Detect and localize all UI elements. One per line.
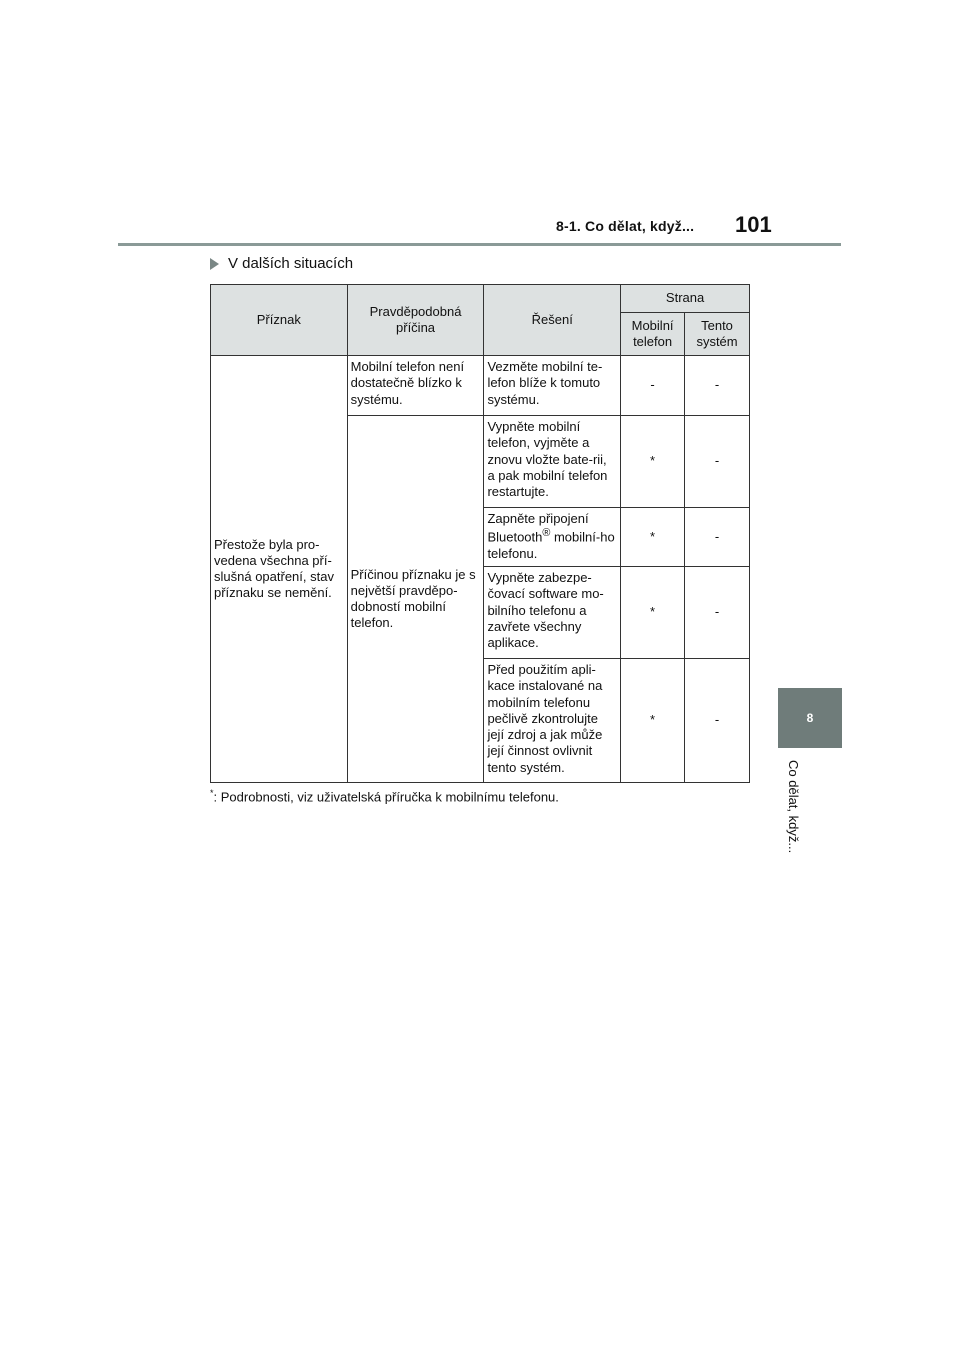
section-title: 8-1. Co dělat, když... xyxy=(556,218,695,234)
header-page: Strana xyxy=(621,285,750,313)
system-page-cell: - xyxy=(685,567,750,659)
solution-cell: Zapněte připojení Bluetooth® mobilní-ho telefonu. xyxy=(484,508,621,567)
shared-cause-cell: Příčinou příznaku je s největší pravděpo-dobností mobilní telefon. xyxy=(347,416,484,783)
cause-cell: Mobilní telefon není dostatečně blízko k systému. xyxy=(347,356,484,416)
header-cause: Pravděpodobná příčina xyxy=(347,285,484,356)
mobile-page-cell: * xyxy=(621,508,685,567)
header-divider xyxy=(118,243,841,246)
mobile-page-cell: * xyxy=(621,416,685,508)
header-solution: Řešení xyxy=(484,285,621,356)
solution-cell: Před použitím apli-kace instalované na mobilním telefonu pečlivě zkontrolujte její zdroj a jak může její činnost ovlivnit tento systém. xyxy=(484,659,621,783)
system-page-cell: - xyxy=(685,659,750,783)
system-page-cell: - xyxy=(685,416,750,508)
solution-cell: Vezměte mobilní te-lefon blíže k tomuto systému. xyxy=(484,356,621,416)
chapter-number: 8 xyxy=(806,711,814,725)
chapter-tab[interactable] xyxy=(778,688,842,748)
footnote-marker: * xyxy=(210,788,214,798)
symptom-cell: Přestože byla pro-vedena všechna pří-slušná opatření, stav příznaku se nemění. xyxy=(211,356,348,783)
page-number: 101 xyxy=(735,212,772,237)
section-heading xyxy=(210,255,353,272)
header-system: Tento systém xyxy=(685,313,750,356)
system-page-cell: - xyxy=(685,508,750,567)
footnote xyxy=(210,788,559,804)
troubleshooting-table xyxy=(210,284,750,783)
triangle-bullet-icon xyxy=(210,258,219,270)
solution-cell: Vypněte zabezpe-čovací software mo-bilního telefonu a zavřete všechny aplikace. xyxy=(484,567,621,659)
header-mobile: Mobilní telefon xyxy=(621,313,685,356)
header-symptom: Příznak xyxy=(211,285,348,356)
section-heading-text: V dalších situacích xyxy=(228,255,354,272)
footnote-text: : Podrobnosti, viz uživatelská příručka k mobilnímu telefonu. xyxy=(213,789,559,805)
mobile-page-cell: * xyxy=(621,567,685,659)
mobile-page-cell: * xyxy=(621,659,685,783)
mobile-page-cell: - xyxy=(621,356,685,416)
chapter-title: Co dělat, když... xyxy=(786,760,801,854)
registered-mark: ® xyxy=(542,527,551,540)
solution-cell: Vypněte mobilní telefon, vyjměte a znovu vložte bate-rii, a pak mobilní telefon restartujte. xyxy=(484,416,621,508)
system-page-cell: - xyxy=(685,356,750,416)
